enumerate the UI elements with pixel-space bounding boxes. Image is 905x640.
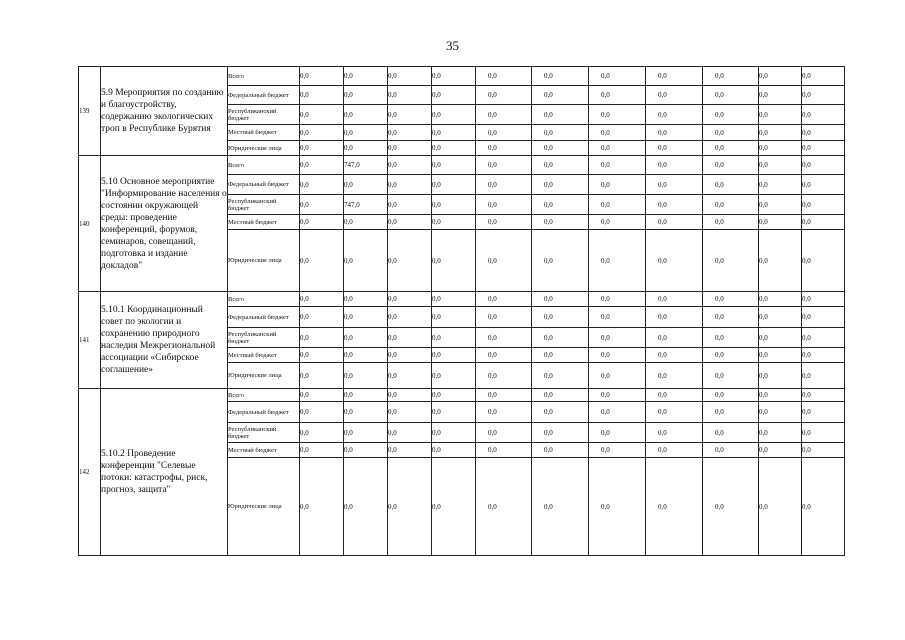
amount-cell: 0,0 [532,363,589,389]
amount-cell: 0,0 [759,86,802,105]
amount-cell: 0,0 [802,230,845,292]
amount-cell: 0,0 [300,156,344,175]
table-row [79,292,845,307]
amount-cell: 0,0 [759,125,802,141]
table-row [79,67,845,86]
amount-cell: 0,0 [589,175,646,195]
amount-cell: 0,0 [759,389,802,402]
funding-source: Республиканский бюджет [228,328,300,348]
amount-cell: 0,0 [432,156,476,175]
amount-cell: 0,0 [703,292,759,307]
activity-name: 5.10.2 Проведение конференции "Селевые потоки: катастрофы, риск, прогноз, защита" [101,389,228,556]
amount-cell: 0,0 [759,141,802,156]
activity-name: 5.9 Мероприятия по созданию и благоустройству, содержанию экологических троп в Республике Бурятия [101,67,228,156]
amount-cell: 0,0 [589,195,646,215]
amount-cell: 0,0 [432,230,476,292]
amount-cell: 0,0 [532,125,589,141]
amount-cell: 0,0 [388,125,432,141]
funding-source: Федеральный бюджет [228,175,300,195]
amount-cell: 0,0 [432,215,476,230]
activity-name: 5.10 Основное мероприятие "Информирование населения о состоянии окружающей среды: проведение конференций, форумов, семинаров, совещаний, подготовка и издание докладов" [101,156,228,292]
amount-cell: 0,0 [388,423,432,443]
amount-cell: 0,0 [532,67,589,86]
amount-cell: 0,0 [344,125,388,141]
amount-cell: 0,0 [476,389,532,402]
row-number: 140 [79,156,101,292]
amount-cell: 0,0 [703,230,759,292]
amount-cell: 0,0 [646,443,703,458]
amount-cell: 0,0 [703,195,759,215]
amount-cell: 0,0 [344,215,388,230]
amount-cell: 0,0 [388,215,432,230]
amount-cell: 0,0 [646,292,703,307]
amount-cell: 0,0 [476,105,532,125]
amount-cell: 0,0 [300,292,344,307]
amount-cell: 0,0 [589,141,646,156]
amount-cell: 0,0 [300,230,344,292]
amount-cell: 0,0 [802,67,845,86]
amount-cell: 0,0 [589,402,646,423]
amount-cell: 0,0 [476,67,532,86]
amount-cell: 0,0 [432,348,476,363]
amount-cell: 0,0 [646,215,703,230]
amount-cell: 0,0 [532,215,589,230]
amount-cell: 0,0 [802,348,845,363]
amount-cell: 0,0 [646,175,703,195]
amount-cell: 0,0 [432,125,476,141]
amount-cell: 0,0 [589,86,646,105]
amount-cell: 0,0 [344,458,388,556]
amount-cell: 747,0 [344,156,388,175]
amount-cell: 0,0 [703,458,759,556]
amount-cell: 0,0 [589,423,646,443]
amount-cell: 0,0 [300,402,344,423]
amount-cell: 0,0 [476,423,532,443]
amount-cell: 0,0 [759,105,802,125]
amount-cell: 0,0 [300,363,344,389]
amount-cell: 0,0 [802,105,845,125]
amount-cell: 0,0 [703,402,759,423]
funding-source: Местный бюджет [228,348,300,363]
amount-cell: 0,0 [802,125,845,141]
amount-cell: 0,0 [532,141,589,156]
amount-cell: 0,0 [589,230,646,292]
funding-source: Федеральный бюджет [228,86,300,105]
amount-cell: 0,0 [300,195,344,215]
amount-cell: 0,0 [300,328,344,348]
amount-cell: 0,0 [344,230,388,292]
amount-cell: 0,0 [703,423,759,443]
amount-cell: 0,0 [759,328,802,348]
amount-cell: 0,0 [532,175,589,195]
amount-cell: 0,0 [646,86,703,105]
funding-source: Республиканский бюджет [228,423,300,443]
amount-cell: 0,0 [703,67,759,86]
amount-cell: 0,0 [703,307,759,328]
amount-cell: 0,0 [344,307,388,328]
amount-cell: 0,0 [703,215,759,230]
amount-cell: 0,0 [300,125,344,141]
funding-source: Республиканский бюджет [228,105,300,125]
amount-cell: 0,0 [646,402,703,423]
amount-cell: 0,0 [388,195,432,215]
amount-cell: 0,0 [802,423,845,443]
table-body [79,67,845,556]
amount-cell: 0,0 [432,292,476,307]
amount-cell: 0,0 [432,175,476,195]
amount-cell: 0,0 [802,215,845,230]
amount-cell: 0,0 [300,443,344,458]
amount-cell: 0,0 [759,402,802,423]
funding-source: Местный бюджет [228,215,300,230]
amount-cell: 0,0 [344,141,388,156]
amount-cell: 0,0 [589,105,646,125]
amount-cell: 0,0 [589,156,646,175]
amount-cell: 0,0 [703,141,759,156]
amount-cell: 0,0 [589,307,646,328]
amount-cell: 0,0 [432,86,476,105]
funding-source: Всего [228,389,300,402]
amount-cell: 0,0 [532,389,589,402]
amount-cell: 0,0 [532,402,589,423]
amount-cell: 0,0 [589,292,646,307]
amount-cell: 0,0 [589,363,646,389]
amount-cell: 0,0 [388,156,432,175]
funding-source: Юридические лица [228,363,300,389]
amount-cell: 0,0 [388,292,432,307]
amount-cell: 0,0 [532,292,589,307]
amount-cell: 0,0 [802,402,845,423]
amount-cell: 0,0 [476,215,532,230]
amount-cell: 0,0 [759,230,802,292]
amount-cell: 0,0 [646,195,703,215]
amount-cell: 0,0 [300,348,344,363]
amount-cell: 0,0 [388,389,432,402]
amount-cell: 0,0 [300,141,344,156]
amount-cell: 0,0 [589,348,646,363]
amount-cell: 0,0 [388,175,432,195]
amount-cell: 0,0 [344,389,388,402]
amount-cell: 0,0 [300,67,344,86]
amount-cell: 0,0 [476,458,532,556]
amount-cell: 0,0 [388,105,432,125]
amount-cell: 0,0 [703,348,759,363]
amount-cell: 0,0 [476,443,532,458]
amount-cell: 0,0 [432,105,476,125]
amount-cell: 0,0 [646,328,703,348]
amount-cell: 0,0 [388,363,432,389]
row-number: 139 [79,67,101,156]
amount-cell: 0,0 [532,156,589,175]
amount-cell: 0,0 [300,86,344,105]
amount-cell: 0,0 [432,389,476,402]
amount-cell: 0,0 [300,307,344,328]
amount-cell: 0,0 [802,175,845,195]
amount-cell: 0,0 [703,86,759,105]
amount-cell: 0,0 [344,175,388,195]
amount-cell: 0,0 [476,292,532,307]
amount-cell: 0,0 [646,105,703,125]
funding-source: Республиканский бюджет [228,195,300,215]
amount-cell: 0,0 [802,86,845,105]
amount-cell: 0,0 [476,307,532,328]
funding-source: Федеральный бюджет [228,307,300,328]
amount-cell: 0,0 [432,67,476,86]
amount-cell: 0,0 [532,423,589,443]
amount-cell: 0,0 [802,328,845,348]
amount-cell: 0,0 [344,105,388,125]
amount-cell: 0,0 [646,389,703,402]
amount-cell: 0,0 [589,328,646,348]
table-row [79,389,845,402]
amount-cell: 0,0 [344,292,388,307]
amount-cell: 0,0 [759,443,802,458]
amount-cell: 0,0 [532,230,589,292]
amount-cell: 0,0 [432,328,476,348]
amount-cell: 0,0 [646,230,703,292]
amount-cell: 0,0 [388,86,432,105]
amount-cell: 0,0 [703,328,759,348]
amount-cell: 0,0 [589,458,646,556]
amount-cell: 0,0 [646,348,703,363]
amount-cell: 0,0 [344,328,388,348]
amount-cell: 0,0 [589,215,646,230]
amount-cell: 0,0 [532,195,589,215]
amount-cell: 0,0 [388,328,432,348]
amount-cell: 0,0 [476,328,532,348]
funding-source: Юридические лица [228,141,300,156]
amount-cell: 0,0 [388,402,432,423]
amount-cell: 0,0 [532,86,589,105]
funding-source: Юридические лица [228,458,300,556]
funding-source: Всего [228,292,300,307]
amount-cell: 0,0 [532,458,589,556]
amount-cell: 0,0 [646,67,703,86]
amount-cell: 0,0 [589,443,646,458]
amount-cell: 0,0 [388,141,432,156]
amount-cell: 0,0 [759,175,802,195]
funding-source: Федеральный бюджет [228,402,300,423]
amount-cell: 0,0 [388,458,432,556]
amount-cell: 0,0 [646,156,703,175]
amount-cell: 0,0 [388,443,432,458]
amount-cell: 0,0 [759,215,802,230]
amount-cell: 0,0 [759,307,802,328]
amount-cell: 0,0 [759,423,802,443]
amount-cell: 0,0 [432,423,476,443]
amount-cell: 0,0 [432,141,476,156]
amount-cell: 0,0 [646,363,703,389]
row-number: 141 [79,292,101,389]
amount-cell: 0,0 [703,175,759,195]
row-number: 142 [79,389,101,556]
amount-cell: 0,0 [802,458,845,556]
page-number: 35 [446,38,459,53]
amount-cell: 747,0 [344,195,388,215]
activity-name: 5.10.1 Координационный совет по экологии и сохранению природного наследия Межрегиональной ассоциации «Сибирское соглашение» [101,292,228,389]
amount-cell: 0,0 [300,423,344,443]
amount-cell: 0,0 [532,348,589,363]
amount-cell: 0,0 [432,402,476,423]
amount-cell: 0,0 [759,156,802,175]
amount-cell: 0,0 [476,156,532,175]
amount-cell: 0,0 [759,458,802,556]
funding-source: Всего [228,156,300,175]
amount-cell: 0,0 [476,175,532,195]
amount-cell: 0,0 [432,443,476,458]
amount-cell: 0,0 [300,389,344,402]
amount-cell: 0,0 [344,363,388,389]
amount-cell: 0,0 [646,141,703,156]
amount-cell: 0,0 [532,328,589,348]
amount-cell: 0,0 [802,389,845,402]
amount-cell: 0,0 [646,307,703,328]
amount-cell: 0,0 [344,402,388,423]
amount-cell: 0,0 [476,125,532,141]
amount-cell: 0,0 [759,348,802,363]
amount-cell: 0,0 [802,363,845,389]
amount-cell: 0,0 [646,458,703,556]
amount-cell: 0,0 [759,292,802,307]
amount-cell: 0,0 [476,195,532,215]
amount-cell: 0,0 [532,105,589,125]
amount-cell: 0,0 [432,307,476,328]
funding-source: Всего [228,67,300,86]
amount-cell: 0,0 [300,105,344,125]
amount-cell: 0,0 [802,292,845,307]
amount-cell: 0,0 [703,363,759,389]
amount-cell: 0,0 [646,423,703,443]
amount-cell: 0,0 [476,363,532,389]
amount-cell: 0,0 [476,348,532,363]
amount-cell: 0,0 [589,389,646,402]
amount-cell: 0,0 [388,307,432,328]
amount-cell: 0,0 [759,67,802,86]
amount-cell: 0,0 [759,363,802,389]
amount-cell: 0,0 [432,363,476,389]
amount-cell: 0,0 [476,86,532,105]
amount-cell: 0,0 [703,105,759,125]
amount-cell: 0,0 [344,423,388,443]
amount-cell: 0,0 [703,125,759,141]
amount-cell: 0,0 [344,86,388,105]
budget-table [78,66,845,556]
amount-cell: 0,0 [476,141,532,156]
amount-cell: 0,0 [759,195,802,215]
amount-cell: 0,0 [388,348,432,363]
amount-cell: 0,0 [589,67,646,86]
amount-cell: 0,0 [703,443,759,458]
amount-cell: 0,0 [802,443,845,458]
amount-cell: 0,0 [589,125,646,141]
amount-cell: 0,0 [432,195,476,215]
amount-cell: 0,0 [344,348,388,363]
amount-cell: 0,0 [802,307,845,328]
amount-cell: 0,0 [802,156,845,175]
amount-cell: 0,0 [646,125,703,141]
amount-cell: 0,0 [476,230,532,292]
amount-cell: 0,0 [300,458,344,556]
amount-cell: 0,0 [532,307,589,328]
amount-cell: 0,0 [703,389,759,402]
amount-cell: 0,0 [300,175,344,195]
table-row [79,156,845,175]
funding-source: Местный бюджет [228,125,300,141]
funding-source: Местный бюджет [228,443,300,458]
amount-cell: 0,0 [344,443,388,458]
amount-cell: 0,0 [388,230,432,292]
amount-cell: 0,0 [476,402,532,423]
amount-cell: 0,0 [802,195,845,215]
amount-cell: 0,0 [532,443,589,458]
amount-cell: 0,0 [300,215,344,230]
amount-cell: 0,0 [802,141,845,156]
amount-cell: 0,0 [388,67,432,86]
amount-cell: 0,0 [703,156,759,175]
funding-source: Юридические лица [228,230,300,292]
amount-cell: 0,0 [344,67,388,86]
amount-cell: 0,0 [432,458,476,556]
